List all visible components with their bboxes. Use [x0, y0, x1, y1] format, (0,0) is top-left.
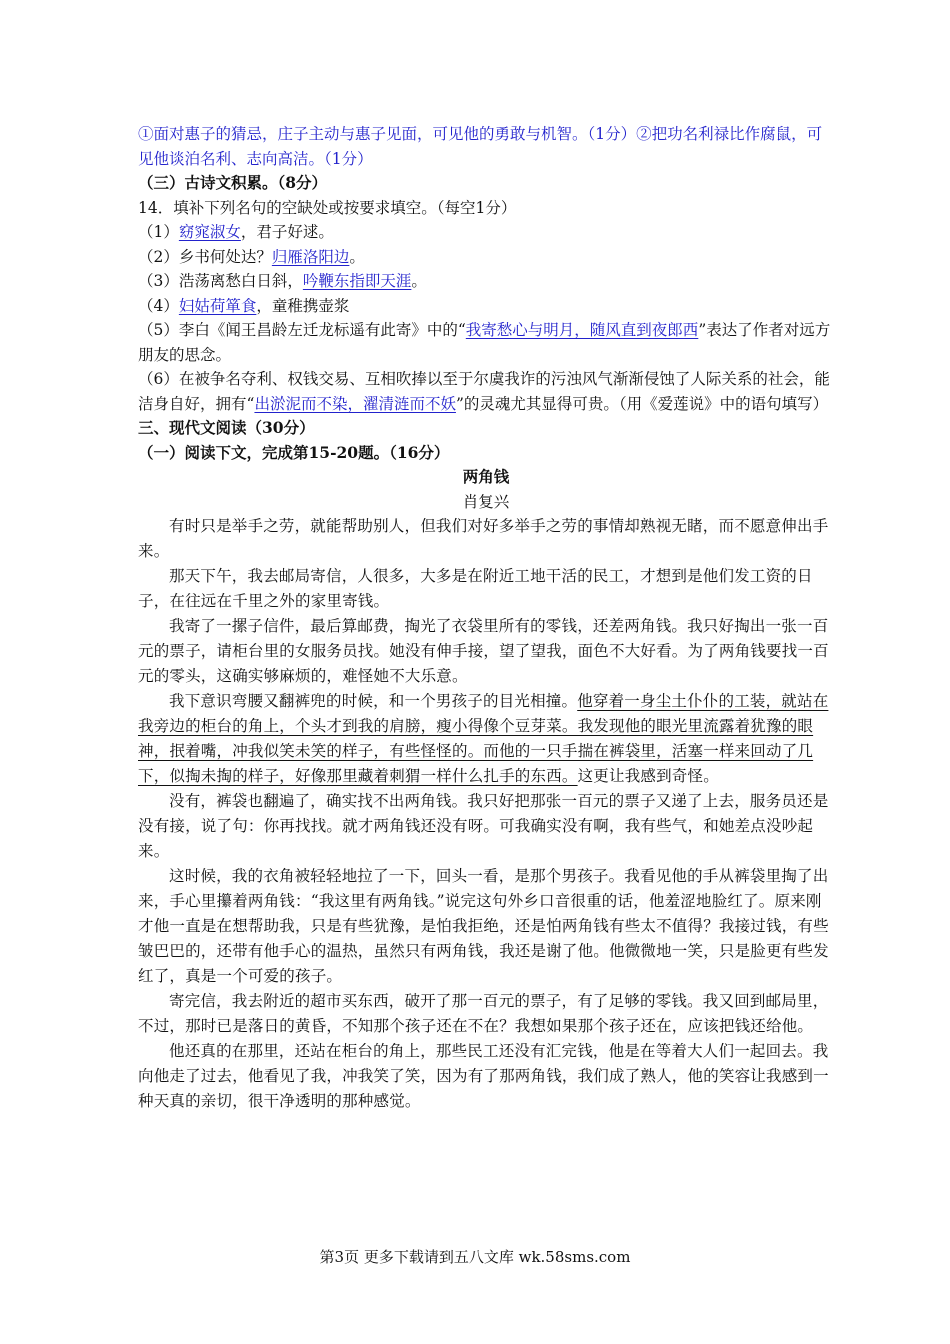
article-paragraph-7: 寄完信，我去附近的超市买东西，破开了那一百元的票子，有了足够的零钱。我又回到邮局里，不过，那时已是落日的黄昏，不知那个孩子还在不在？我想如果那个孩子还在，应该把钱还给他。 [138, 992, 829, 1035]
q14-item-5-suffix: ”表达了作者对远方朋友的思念。 [138, 321, 831, 364]
q14-item-5-prefix: （5）李白《闻王昌龄左迁龙标遥有此寄》中的“ [138, 321, 466, 339]
q14-item-6-suffix: ”的灵魂尤其显得可贵。（用《爱莲说》中的语句填写） [455, 394, 829, 413]
q14-item-6-prefix: （6）在被争名夺利、权钱交易、互相吹捧以至于尔虞我诈的污浊风气渐渐侵蚀了人际关系的社会，能洁身自好，拥有“ [138, 370, 830, 413]
question-14-stem: 14．填补下列名句的空缺处或按要求填空。（每空1分） [138, 198, 517, 217]
q14-item-4 [138, 294, 834, 319]
q14-item-1-answer: 窈窕淑女 [178, 223, 241, 241]
article-paragraph-6: 这时候，我的衣角被轻轻地拉了一下，回头一看，是那个男孩子。我看见他的手从裤袋里掏了出来，手心里攥着两角钱：“我这里有两角钱。”说完这句外乡口音很重的话，他羞涩地脸红了。原来刚才他一直是在想帮助我，只是有些犹豫，是怕我拒绝，还是怕两角钱有些太不值得？我接过钱，有些皱巴巴的，还带有他手心的温热，虽然只有两角钱，我还是谢了他。他微微地一笑，只是脸更有些发红了，真是一个可爱的孩子。 [138, 867, 829, 985]
section-heading-modern-reading: 三、现代文阅读（30分） [138, 418, 315, 437]
q14-item-2-suffix: 。 [349, 247, 365, 266]
q14-item-2 [138, 245, 834, 270]
q14-item-3-suffix: 。 [411, 272, 427, 290]
q14-item-1-prefix: （1） [138, 223, 179, 241]
document-page [138, 122, 834, 1114]
q14-item-3 [138, 269, 834, 294]
q14-item-6 [138, 367, 834, 416]
q14-item-4-prefix: （4） [138, 296, 179, 315]
reading-one-heading: （一）阅读下文，完成第15-20题。（16分） [138, 442, 450, 462]
section-heading-poetry: （三）古诗文积累。（8分） [138, 173, 328, 192]
q14-item-2-answer: 归雁洛阳边 [271, 247, 350, 266]
article-author: 肖复兴 [462, 492, 510, 511]
answer-block: ①面对惠子的猜忌，庄子主动与惠子见面，可见他的勇敢与机智。（1分）②把功名利禄比作腐鼠，可见他谈泊名利、志向高洁。（1分） [138, 125, 823, 168]
q14-item-4-answer: 妇姑荷箪食 [178, 296, 257, 315]
q14-item-5 [138, 318, 834, 367]
q14-item-3-answer: 吟鞭东指即天涯 [302, 272, 412, 290]
paragraph-4-lead: 我下意识弯腰又翻裤兜的时候，和一个男孩子的目光相撞。 [169, 692, 578, 710]
paragraph-4-tail: 这更让我感到奇怪。 [577, 767, 719, 785]
article-paragraph-3: 我寄了一摞子信件，最后算邮费，掏光了衣袋里所有的零钱，还差两角钱。我只好掏出一张一百元的票子，请柜台里的女服务员找。她没有伸手接，望了望我，面色不大好看。为了两角钱要找一百元的零头，这确实够麻烦的，难怪她不大乐意。 [138, 617, 829, 685]
q14-item-4-suffix: ，童稚携壶浆 [256, 296, 350, 315]
article-paragraph-2: 那天下午，我去邮局寄信，人很多，大多是在附近工地干活的民工，才想到是他们发工资的日子，在往远在千里之外的家里寄钱。 [138, 567, 813, 610]
page-footer: 第3页 更多下载请到五八文库 wk.58sms.com [319, 1248, 631, 1266]
q14-item-2-prefix: （2）乡书何处达？ [138, 247, 272, 266]
article-paragraph-8: 他还真的在那里，还站在柜台的角上，那些民工还没有汇完钱，他是在等着大人们一起回去。我向他走了过去，他看见了我，冲我笑了笑，因为有了那两角钱，我们成了熟人，他的笑容让我感到一种天真的亲切，很干净透明的那种感觉。 [138, 1042, 829, 1110]
q14-item-3-prefix: （3）浩荡离愁白日斜， [138, 272, 303, 290]
article-title: 两角钱 [462, 467, 510, 486]
q14-item-1 [138, 220, 834, 245]
q14-item-5-answer: 我寄愁心与明月，随风直到夜郎西 [465, 321, 699, 339]
article-paragraph-4 [138, 689, 834, 789]
paragraph-4-underlined-passage: 他穿着一身尘土仆仆的工装，就站在我旁边的柜台的角上，个头才到我的肩膀，瘦小得像个豆芽菜。我发现他的眼光里流露着犹豫的眼神，抿着嘴，冲我似笑未笑的样子，有些怪怪的。而他的一只手揣在裤袋里，活塞一样来回动了几下，似掏未掏的样子，好像那里藏着刺猬一样什么扎手的东西。 [138, 692, 829, 785]
article-paragraph-1: 有时只是举手之劳，就能帮助别人，但我们对好多举手之劳的事情却熟视无睹，而不愿意伸出手来。 [138, 517, 829, 560]
q14-item-1-suffix: ，君子好逑。 [240, 223, 334, 241]
q14-item-6-answer: 出淤泥而不染，濯清涟而不妖 [254, 394, 456, 413]
article-paragraph-5: 没有，裤袋也翻遍了，确实找不出两角钱。我只好把那张一百元的票子又递了上去，服务员还是没有接，说了句：你再找找。就才两角钱还没有呀。可我确实没有啊，我有些气，和她差点没吵起来。 [138, 792, 829, 860]
